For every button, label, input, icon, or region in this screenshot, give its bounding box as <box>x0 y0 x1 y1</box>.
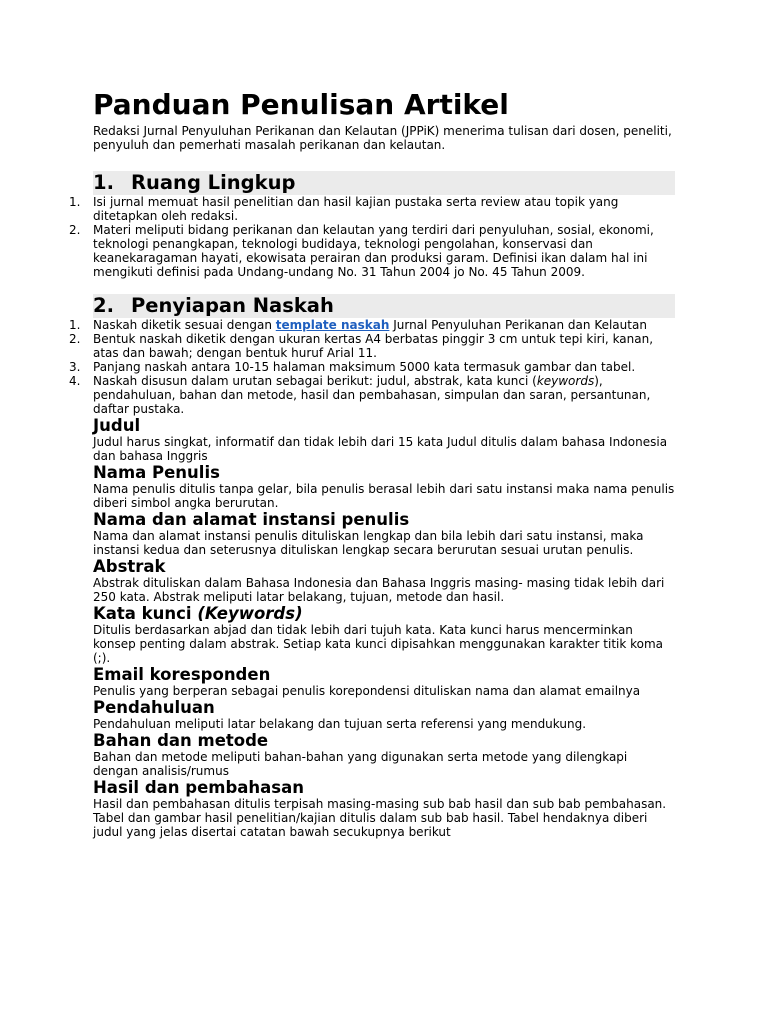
list-item <box>69 332 675 360</box>
section-number: 2. <box>93 294 114 317</box>
list-item <box>69 360 675 374</box>
list-item-text: Materi meliputi bidang perikanan dan kelautan yang terdiri dari penyuluhan, sosial, ekonomi, teknologi penangkapan, teknologi budidaya, teknologi pengolahan, konservasi dan keanekaragaman hayati, ekowisata perairan dan produksi garam. Definisi ikan dalam hal ini mengikuti definisi pada Undang-undang No. 31 Tahun 2004 jo No. 45 Tahun 2009. <box>93 223 654 279</box>
list-number: 4. <box>69 374 81 388</box>
list-item-text: Jurnal Penyuluhan Perikanan dan Kelautan <box>389 318 647 332</box>
list-item <box>69 374 675 416</box>
subsection-text: Abstrak dituliskan dalam Bahasa Indonesia dan Bahasa Inggris masing- masing tidak lebih dari 250 kata. Abstrak meliputi latar belakang, tujuan, metode dan hasil. <box>93 576 665 604</box>
subsection-text: Bahan dan metode meliputi bahan-bahan yang digunakan serta metode yang dilengkapi dengan analisis/rumus <box>93 750 628 778</box>
subheading-pendahuluan: Pendahuluan <box>93 698 215 717</box>
section-number: 1. <box>93 171 114 194</box>
subheading-text: Kata kunci <box>93 604 198 623</box>
subsection-text: Penulis yang berperan sebagai penulis korepondensi dituliskan nama dan alamat emailnya <box>93 684 641 698</box>
subheading-italic: (Keywords) <box>197 604 303 623</box>
document-title: Panduan Penulisan Artikel <box>93 88 509 121</box>
subsection-text: Ditulis berdasarkan abjad dan tidak lebih dari tujuh kata. Kata kunci harus mencerminkan konsep penting dalam abstrak. Setiap kata kunci dipisahkan menggunakan karakter titik koma (;). <box>93 623 664 665</box>
list-item <box>69 223 675 279</box>
subheading-kata-kunci <box>93 604 675 623</box>
list-item-text: ), pendahuluan, bahan dan metode, hasil dan pembahasan, simpulan dan saran, persantunan, daftar pustaka. <box>93 374 651 416</box>
list-item-text: Naskah disusun dalam urutan sebagai berikut: judul, abstrak, kata kunci ( <box>93 374 537 388</box>
list-number: 2. <box>69 223 81 237</box>
list-number: 1. <box>69 318 81 332</box>
subsection-text: Nama penulis ditulis tanpa gelar, bila penulis berasal lebih dari satu instansi maka nama penulis diberi simbol angka berurutan. <box>93 482 675 510</box>
subheading-judul: Judul <box>93 416 141 435</box>
subsection-text: Pendahuluan meliputi latar belakang dan tujuan serta referensi yang mendukung. <box>93 717 587 731</box>
penyiapan-naskah-list <box>69 318 675 416</box>
list-item <box>69 195 675 223</box>
ruang-lingkup-list <box>69 195 675 279</box>
list-item-text: Isi jurnal memuat hasil penelitian dan hasil kajian pustaka serta review atau topik yang ditetapkan oleh redaksi. <box>93 195 619 223</box>
template-naskah-link[interactable]: template naskah <box>275 318 390 332</box>
subheading-hasil-pembahasan: Hasil dan pembahasan <box>93 778 304 797</box>
subheading-abstrak: Abstrak <box>93 557 166 576</box>
list-item-text: Naskah diketik sesuai dengan <box>93 318 276 332</box>
list-number: 1. <box>69 195 81 209</box>
list-number: 3. <box>69 360 81 374</box>
subsection-text: Judul harus singkat, informatif dan tidak lebih dari 15 kata Judul ditulis dalam bahasa Indonesia dan bahasa Inggris <box>93 435 668 463</box>
section-heading-ruang-lingkup <box>93 171 675 195</box>
section-title: Ruang Lingkup <box>131 171 296 194</box>
subheading-nama-penulis: Nama Penulis <box>93 463 220 482</box>
section-title: Penyiapan Naskah <box>131 294 334 317</box>
subheading-email-koresponden: Email koresponden <box>93 665 271 684</box>
list-item-text: Panjang naskah antara 10-15 halaman maksimum 5000 kata termasuk gambar dan tabel. <box>93 360 636 374</box>
keywords-italic: keywords <box>536 374 595 388</box>
list-item <box>69 318 675 332</box>
section-heading-penyiapan-naskah <box>93 294 675 318</box>
subsection-text: Hasil dan pembahasan ditulis terpisah masing-masing sub bab hasil dan sub bab pembahasan. Tabel dan gambar hasil penelitian/kajian ditulis dalam sub bab hasil. Tabel hendaknya diberi judul yang jelas disertai catatan bawah secukupnya berikut <box>93 797 667 839</box>
subheading-bahan-metode: Bahan dan metode <box>93 731 269 750</box>
list-number: 2. <box>69 332 81 346</box>
subheading-alamat-instansi: Nama dan alamat instansi penulis <box>93 510 410 529</box>
list-item-text: Bentuk naskah diketik dengan ukuran kertas A4 berbatas pinggir 3 cm untuk tepi kiri, kanan, atas dan bawah; dengan bentuk huruf Arial 11. <box>93 332 654 360</box>
intro-paragraph: Redaksi Jurnal Penyuluhan Perikanan dan Kelautan (JPPiK) menerima tulisan dari dosen, peneliti, penyuluh dan pemerhati masalah perikanan dan kelautan. <box>93 124 672 152</box>
document-content <box>69 88 675 839</box>
subsection-text: Nama dan alamat instansi penulis dituliskan lengkap dan bila lebih dari satu instansi, maka instansi kedua dan seterusnya dituliskan lengkap secara berurutan sesuai urutan penulis. <box>93 529 644 557</box>
